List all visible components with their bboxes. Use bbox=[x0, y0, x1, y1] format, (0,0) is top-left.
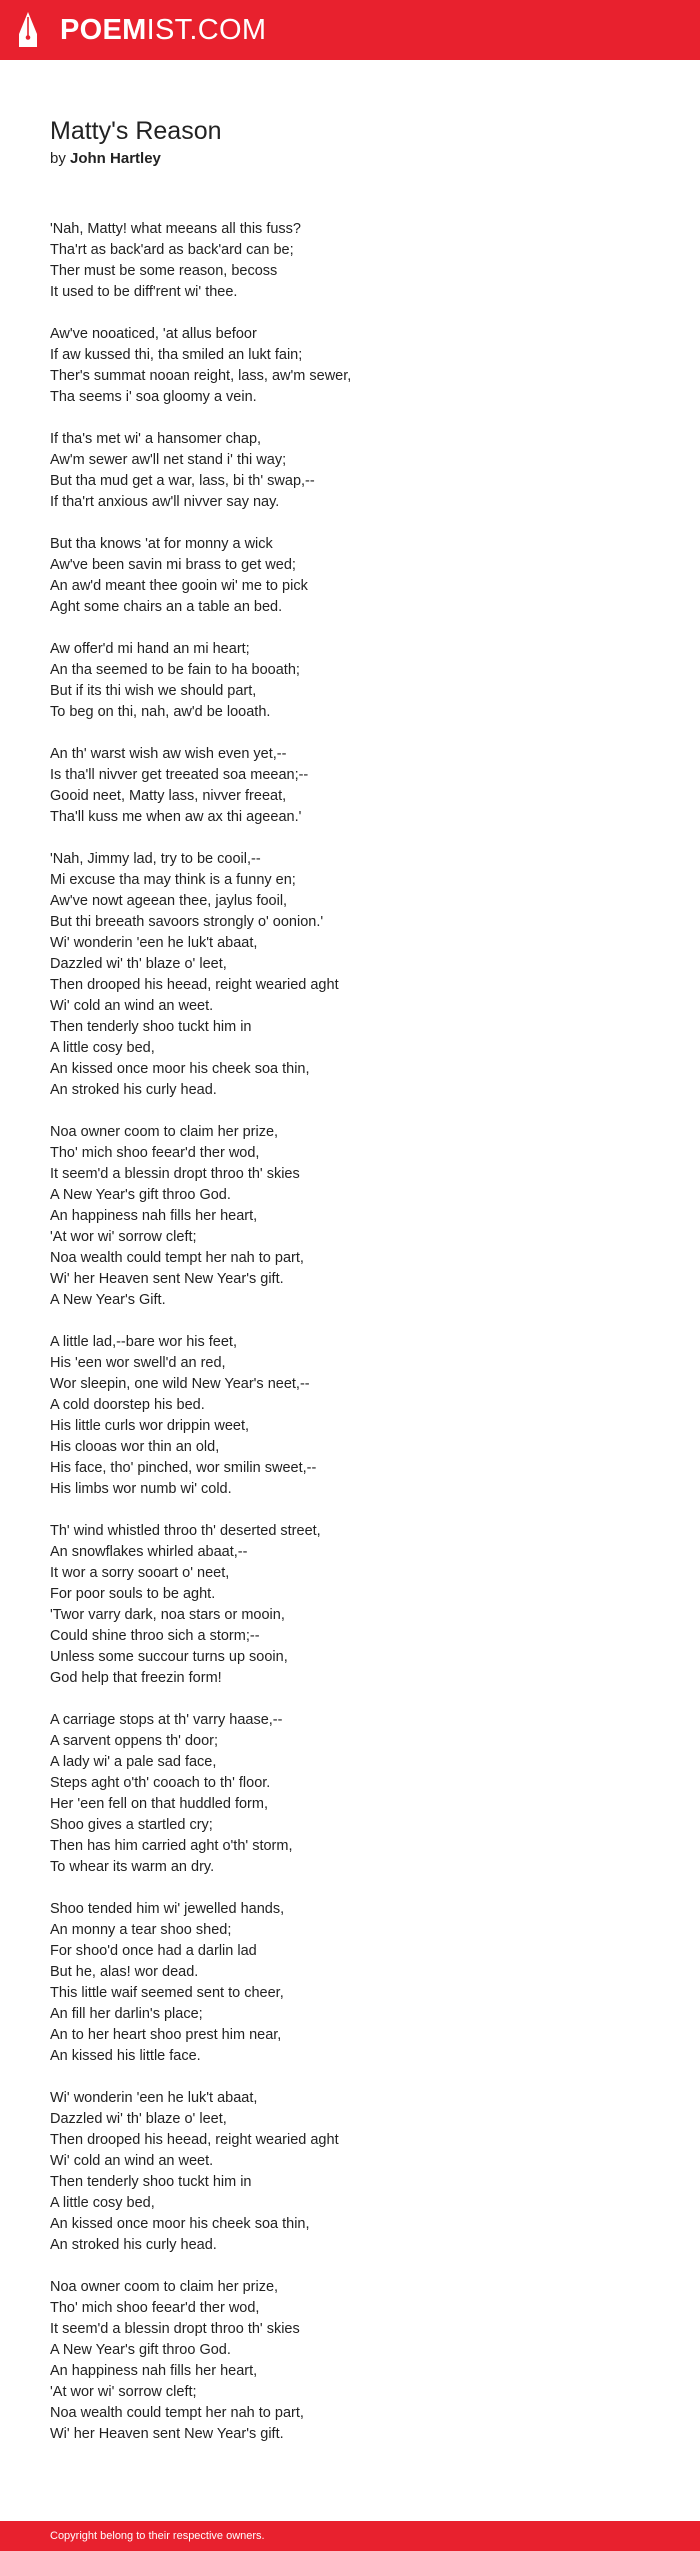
poem-line: His clooas wor thin an old, bbox=[50, 1439, 220, 1455]
poem-line: An stroked his curly head. bbox=[50, 2237, 217, 2253]
stanza bbox=[50, 1332, 670, 1500]
poem-line: Th' wind whistled throo th' deserted street, bbox=[50, 1523, 321, 1539]
poem-line: Noa owner coom to claim her prize, bbox=[50, 2279, 279, 2295]
poem-line: To beg on thi, nah, aw'd be looath. bbox=[50, 704, 271, 720]
poem-line: An happiness nah fills her heart, bbox=[50, 2363, 258, 2379]
poem-line: An to her heart shoo prest him near, bbox=[50, 2027, 282, 2043]
poem-line: Then drooped his heead, reight wearied aght bbox=[50, 2132, 339, 2148]
poem-line: Aw've nowt ageean thee, jaylus fooil, bbox=[50, 893, 288, 909]
poem-line: Then drooped his heead, reight wearied aght bbox=[50, 977, 339, 993]
poem-line: 'Twor varry dark, noa stars or mooin, bbox=[50, 1607, 285, 1623]
brand-bold: POEM bbox=[60, 14, 147, 46]
poem-line: Steps aght o'th' cooach to th' floor. bbox=[50, 1775, 271, 1791]
poem-line: 'At wor wi' sorrow cleft; bbox=[50, 2384, 197, 2400]
poem-line: It seem'd a blessin dropt throo th' skies bbox=[50, 2321, 300, 2337]
stanza bbox=[50, 849, 670, 1101]
poem-line: It wor a sorry sooart o' neet, bbox=[50, 1565, 230, 1581]
poem-line: A little lad,--bare wor his feet, bbox=[50, 1334, 237, 1350]
poem-line: Noa wealth could tempt her nah to part, bbox=[50, 2405, 304, 2421]
poem-line: His little curls wor drippin weet, bbox=[50, 1418, 250, 1434]
poem-line: A little cosy bed, bbox=[50, 2195, 155, 2211]
by-label: by bbox=[50, 150, 66, 167]
poem-line: For shoo'd once had a darlin lad bbox=[50, 1943, 257, 1959]
poem-line: 'At wor wi' sorrow cleft; bbox=[50, 1229, 197, 1245]
poem-line: Aw'm sewer aw'll net stand i' thi way; bbox=[50, 452, 287, 468]
poem-line: Noa wealth could tempt her nah to part, bbox=[50, 1250, 304, 1266]
poem-line: A New Year's gift throo God. bbox=[50, 1187, 231, 1203]
stanza bbox=[50, 534, 670, 618]
poem-line: A New Year's gift throo God. bbox=[50, 2342, 231, 2358]
stanza bbox=[50, 1122, 670, 1311]
poem-line: Unless some succour turns up sooin, bbox=[50, 1649, 288, 1665]
poem-line: His face, tho' pinched, wor smilin sweet,-- bbox=[50, 1460, 317, 1476]
poem-line: Tho' mich shoo feear'd ther wod, bbox=[50, 2300, 260, 2316]
poem-line: For poor souls to be aght. bbox=[50, 1586, 216, 1602]
poem-line: An aw'd meant thee gooin wi' me to pick bbox=[50, 578, 308, 594]
poem-line: A lady wi' a pale sad face, bbox=[50, 1754, 217, 1770]
poem-line: It used to be diff'rent wi' thee. bbox=[50, 284, 238, 300]
poem-line: 'Nah, Jimmy lad, try to be cooil,-- bbox=[50, 851, 261, 867]
poem-line: Wi' wonderin 'een he luk't abaat, bbox=[50, 2090, 258, 2106]
poem-line: Wor sleepin, one wild New Year's neet,-- bbox=[50, 1376, 310, 1392]
poem-line: Ther must be some reason, becoss bbox=[50, 263, 278, 279]
stanza bbox=[50, 324, 670, 408]
poem-line: But thi breeath savoors strongly o' oonion.' bbox=[50, 914, 324, 930]
poem-line: An happiness nah fills her heart, bbox=[50, 1208, 258, 1224]
poem-body bbox=[50, 219, 670, 2466]
poem-line: Wi' wonderin 'een he luk't abaat, bbox=[50, 935, 258, 951]
poem-line: His limbs wor numb wi' cold. bbox=[50, 1481, 232, 1497]
poem-line: Wi' her Heaven sent New Year's gift. bbox=[50, 2426, 284, 2442]
poem-line: Her 'een fell on that huddled form, bbox=[50, 1796, 268, 1812]
poem-line: Wi' her Heaven sent New Year's gift. bbox=[50, 1271, 284, 1287]
poem-line: A carriage stops at th' varry haase,-- bbox=[50, 1712, 283, 1728]
poem-line: It seem'd a blessin dropt throo th' skies bbox=[50, 1166, 300, 1182]
poem-line: Aght some chairs an a table an bed. bbox=[50, 599, 283, 615]
stanza bbox=[50, 1521, 670, 1689]
poem-line: 'Nah, Matty! what meeans all this fuss? bbox=[50, 221, 301, 237]
poem-line: If tha'rt anxious aw'll nivver say nay. bbox=[50, 494, 280, 510]
poem-line: An tha seemed to be fain to ha booath; bbox=[50, 662, 300, 678]
poem-line: But if its thi wish we should part, bbox=[50, 683, 257, 699]
site-footer bbox=[0, 2521, 700, 2551]
author-link[interactable]: John Hartley bbox=[70, 150, 161, 167]
stanza bbox=[50, 429, 670, 513]
poem-line: God help that freezin form! bbox=[50, 1670, 222, 1686]
poem-line: Aw offer'd mi hand an mi heart; bbox=[50, 641, 250, 657]
stanza bbox=[50, 1899, 670, 2067]
poem-title: Matty's Reason bbox=[50, 117, 222, 145]
stanza bbox=[50, 639, 670, 723]
poem-line: Wi' cold an wind an weet. bbox=[50, 2153, 214, 2169]
stanza bbox=[50, 219, 670, 303]
poem-line: But tha knows 'at for monny a wick bbox=[50, 536, 273, 552]
poem-line: Then has him carried aght o'th' storm, bbox=[50, 1838, 293, 1854]
poem-line: A cold doorstep his bed. bbox=[50, 1397, 205, 1413]
poem-line: His 'een wor swell'd an red, bbox=[50, 1355, 226, 1371]
poem-line: Tha'rt as back'ard as back'ard can be; bbox=[50, 242, 294, 258]
poem-line: An kissed his little face. bbox=[50, 2048, 201, 2064]
poem-line: A New Year's Gift. bbox=[50, 1292, 166, 1308]
poem-line: Then tenderly shoo tuckt him in bbox=[50, 1019, 252, 1035]
poem-line: Gooid neet, Matty lass, nivver freeat, bbox=[50, 788, 287, 804]
poem-line: Tho' mich shoo feear'd ther wod, bbox=[50, 1145, 260, 1161]
poem-line: An stroked his curly head. bbox=[50, 1082, 217, 1098]
poem-line: But tha mud get a war, lass, bi th' swap,-- bbox=[50, 473, 315, 489]
poem-line: Ther's summat nooan reight, lass, aw'm sewer, bbox=[50, 368, 352, 384]
brand-rest: IST.COM bbox=[146, 14, 267, 46]
stanza bbox=[50, 2277, 670, 2445]
poem-line: A sarvent oppens th' door; bbox=[50, 1733, 219, 1749]
poem-line: Mi excuse tha may think is a funny en; bbox=[50, 872, 296, 888]
poem-line: Aw've been savin mi brass to get wed; bbox=[50, 557, 296, 573]
poem-line: But he, alas! wor dead. bbox=[50, 1964, 199, 1980]
poem-line: An fill her darlin's place; bbox=[50, 2006, 203, 2022]
poem-line: If aw kussed thi, tha smiled an lukt fain; bbox=[50, 347, 303, 363]
poem-line: If tha's met wi' a hansomer chap, bbox=[50, 431, 262, 447]
byline bbox=[50, 149, 161, 169]
poem-line: Shoo gives a startled cry; bbox=[50, 1817, 213, 1833]
poem-line: Tha'll kuss me when aw ax thi ageean.' bbox=[50, 809, 302, 825]
poem-line: Dazzled wi' th' blaze o' leet, bbox=[50, 2111, 227, 2127]
poem-line: Wi' cold an wind an weet. bbox=[50, 998, 214, 1014]
site-logo[interactable] bbox=[60, 13, 266, 47]
pen-nib-icon[interactable] bbox=[17, 10, 39, 50]
poem-line: An snowflakes whirled abaat,-- bbox=[50, 1544, 248, 1560]
poem-line: Could shine throo sich a storm;-- bbox=[50, 1628, 260, 1644]
poem-line: This little waif seemed sent to cheer, bbox=[50, 1985, 284, 2001]
poem-line: Tha seems i' soa gloomy a vein. bbox=[50, 389, 257, 405]
poem-line: Is tha'll nivver get treeated soa meean;-- bbox=[50, 767, 309, 783]
poem-line: To whear its warm an dry. bbox=[50, 1859, 215, 1875]
stanza bbox=[50, 2088, 670, 2256]
poem-line: An kissed once moor his cheek soa thin, bbox=[50, 1061, 310, 1077]
poem-line: An monny a tear shoo shed; bbox=[50, 1922, 232, 1938]
poem-line: Then tenderly shoo tuckt him in bbox=[50, 2174, 252, 2190]
stanza bbox=[50, 744, 670, 828]
poem-line: Noa owner coom to claim her prize, bbox=[50, 1124, 279, 1140]
poem-line: Aw've nooaticed, 'at allus befoor bbox=[50, 326, 257, 342]
poem-line: An th' warst wish aw wish even yet,-- bbox=[50, 746, 287, 762]
stanza bbox=[50, 1710, 670, 1878]
site-header bbox=[0, 0, 700, 60]
poem-line: A little cosy bed, bbox=[50, 1040, 155, 1056]
poem-line: An kissed once moor his cheek soa thin, bbox=[50, 2216, 310, 2232]
poem-line: Shoo tended him wi' jewelled hands, bbox=[50, 1901, 285, 1917]
poem-line: Dazzled wi' th' blaze o' leet, bbox=[50, 956, 227, 972]
copyright-text: Copyright belong to their respective owners. bbox=[50, 2530, 265, 2542]
